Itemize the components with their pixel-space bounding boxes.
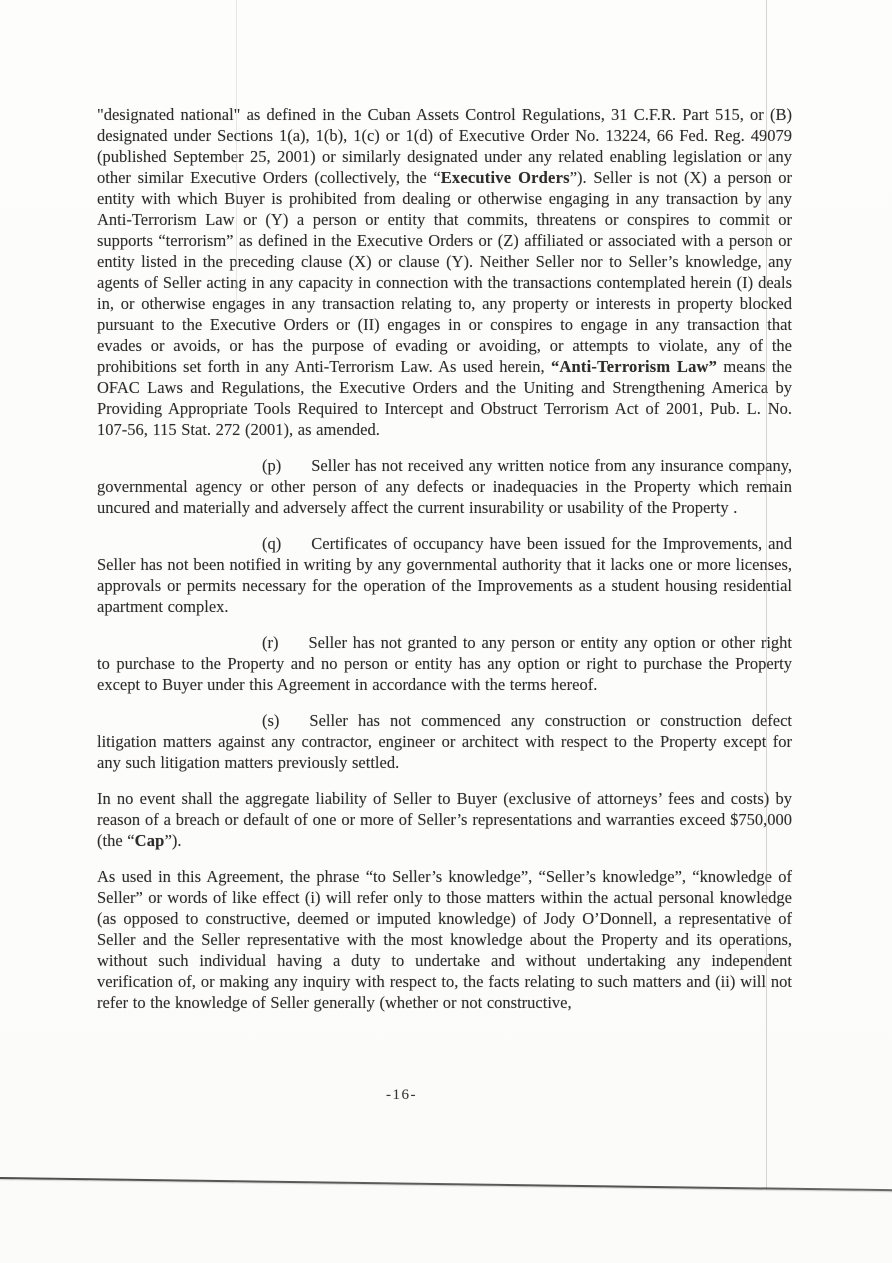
defined-term: “Anti-Terrorism Law” <box>550 357 718 376</box>
paragraph-text: means the OFAC Laws and Regulations, the Executive Orders and the Uniting and Strengthening America by Providing Appropriate Tools Required to Intercept and Obstruct Terrorism Act of 2001, Pub. L. No. 107-56, 115 Stat. 272 (2001), as amended. <box>97 357 793 439</box>
scan-artifact-horizontal-line <box>0 1177 892 1191</box>
document-body <box>97 104 792 1013</box>
page-number: -16- <box>386 1087 417 1103</box>
body-paragraph <box>97 866 792 1013</box>
clause-paragraph-q <box>97 533 792 617</box>
scan-artifact-vertical-line-right <box>766 0 767 1190</box>
clause-paragraph-p <box>97 455 792 518</box>
clause-paragraph-r <box>97 632 792 695</box>
body-paragraph <box>97 104 792 440</box>
clause-label: (r) <box>262 633 279 652</box>
paragraph-text: "designated national" as defined in the Cuban Assets Control Regulations, 31 C.F.R. Part 515, or (B) designated under Sections 1(a), 1(b), 1(c) or 1(d) of Executive Order No. 13224, 66 Fed. Reg. 49079 (published September 25, 2001) or similarly designated under any related enabling legislation or any other similar Executive Orders (collectively, the “ <box>97 105 792 187</box>
paragraph-text: Seller has not commenced any construction or construction defect litigation matters against any contractor, engineer or architect with respect to the Property except for any such litigation matters previously settled. <box>97 711 792 772</box>
clause-label: (s) <box>262 711 280 730</box>
clause-label: (p) <box>262 456 282 475</box>
paragraph-text: ”). <box>164 831 182 850</box>
clause-paragraph-s <box>97 710 792 773</box>
paragraph-text: ”). Seller is not (X) a person or entity with which Buyer is prohibited from dealing or otherwise engaging in any transaction by any Anti-Terrorism Law or (Y) a person or entity that commits, threatens or conspires to commit or supports “terrorism” as defined in the Executive Orders or (Z) affiliated or associated with a person or entity listed in the preceding clause (X) or clause (Y). Neither Seller nor to Seller’s knowledge, any agents of Seller acting in any capacity in connection with the transactions contemplated herein (I) deals in, or otherwise engages in any transaction relating to, any property or interests in property blocked pursuant to the Executive Orders or (II) engages in or conspires to engage in any transaction that evades or avoids, or has the purpose of evading or avoiding, or attempts to violate, any of the prohibitions set forth in any Anti-Terrorism Law. As used herein, <box>97 168 793 376</box>
paragraph-text: Seller has not received any written notice from any insurance company, governmental agency or other person of any defects or inadequacies in the Property which remain uncured and materially and adversely affect the current insurability or usability of the Property . <box>97 456 792 517</box>
body-paragraph <box>97 788 792 851</box>
defined-term: Executive Orders <box>440 168 570 187</box>
paragraph-text: Seller has not granted to any person or entity any option or other right to purchase to the Property and no person or entity has any option or right to purchase the Property except to Buyer under this Agreement in accordance with the terms hereof. <box>97 633 792 694</box>
defined-term: Cap <box>134 831 165 850</box>
clause-label: (q) <box>262 534 282 553</box>
paragraph-text: In no event shall the aggregate liability of Seller to Buyer (exclusive of attorneys’ fees and costs) by reason of a breach or default of one or more of Seller’s representations and warranties exceed $750,000 (the “ <box>97 789 792 850</box>
paragraph-text: As used in this Agreement, the phrase “to Seller’s knowledge”, “Seller’s knowledge”, “knowledge of Seller” or words of like effect (i) will refer only to those matters within the actual personal knowledge (as opposed to constructive, deemed or imputed knowledge) of Jody O’Donnell, a representative of Seller and the Seller representative with the most knowledge about the Property and its operations, without such individual having a duty to undertake and without undertaking any independent verification of, or making any inquiry with respect to, the facts relating to such matters and (ii) will not refer to the knowledge of Seller generally (whether or not constructive, <box>97 867 792 1012</box>
paragraph-text: Certificates of occupancy have been issued for the Improvements, and Seller has not been notified in writing by any governmental authority that it lacks one or more licenses, approvals or permits necessary for the operation of the Improvements as a student housing residential apartment complex. <box>97 534 792 616</box>
scan-artifact-vertical-line-left <box>236 0 237 310</box>
